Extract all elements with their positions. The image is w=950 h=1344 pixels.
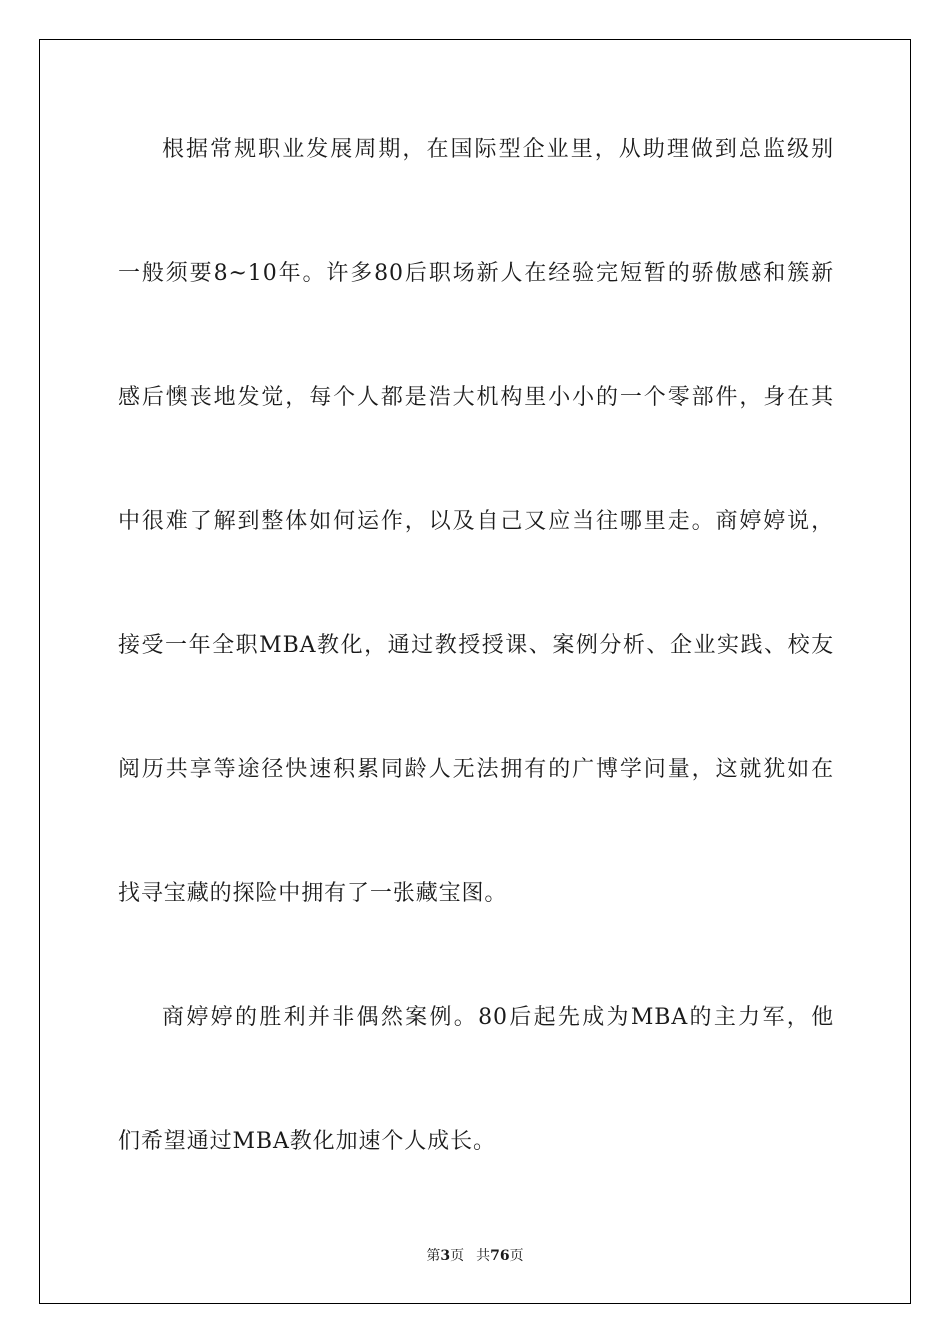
paragraph-2-line-2: 们希望通过MBA教化加速个人成长。 [118,1129,496,1154]
paragraph-1-line-2: 一般须要8~10年。许多80后职场新人在经验完短暂的骄傲感和簇新 [118,261,834,286]
paragraph-1-line-5: 接受一年全职MBA教化，通过教授授课、案例分析、企业实践、校友 [118,633,834,658]
paragraph-2-line-1: 商婷婷的胜利并非偶然案例。80后起先成为MBA的主力军，他 [162,1005,834,1030]
page-footer [0,1247,950,1265]
total-suffix: 页 [509,1248,524,1264]
page-number: 3 [440,1248,451,1264]
total-pages: 76 [490,1248,510,1264]
page-border [39,39,911,1304]
paragraph-1-line-3: 感后懊丧地发觉，每个人都是浩大机构里小小的一个零部件，身在其 [118,385,834,410]
paragraph-1-line-4: 中很难了解到整体如何运作，以及自己又应当往哪里走。商婷婷说， [118,509,834,534]
page-suffix: 页 [450,1248,465,1264]
paragraph-1-line-6: 阅历共享等途径快速积累同龄人无法拥有的广博学问量，这就犹如在 [118,757,834,782]
page-prefix: 第 [426,1248,441,1264]
paragraph-1-line-1: 根据常规职业发展周期，在国际型企业里，从助理做到总监级别 [162,137,834,162]
total-prefix: 共 [476,1248,491,1264]
paragraph-1-line-7: 找寻宝藏的探险中拥有了一张藏宝图。 [118,881,508,906]
